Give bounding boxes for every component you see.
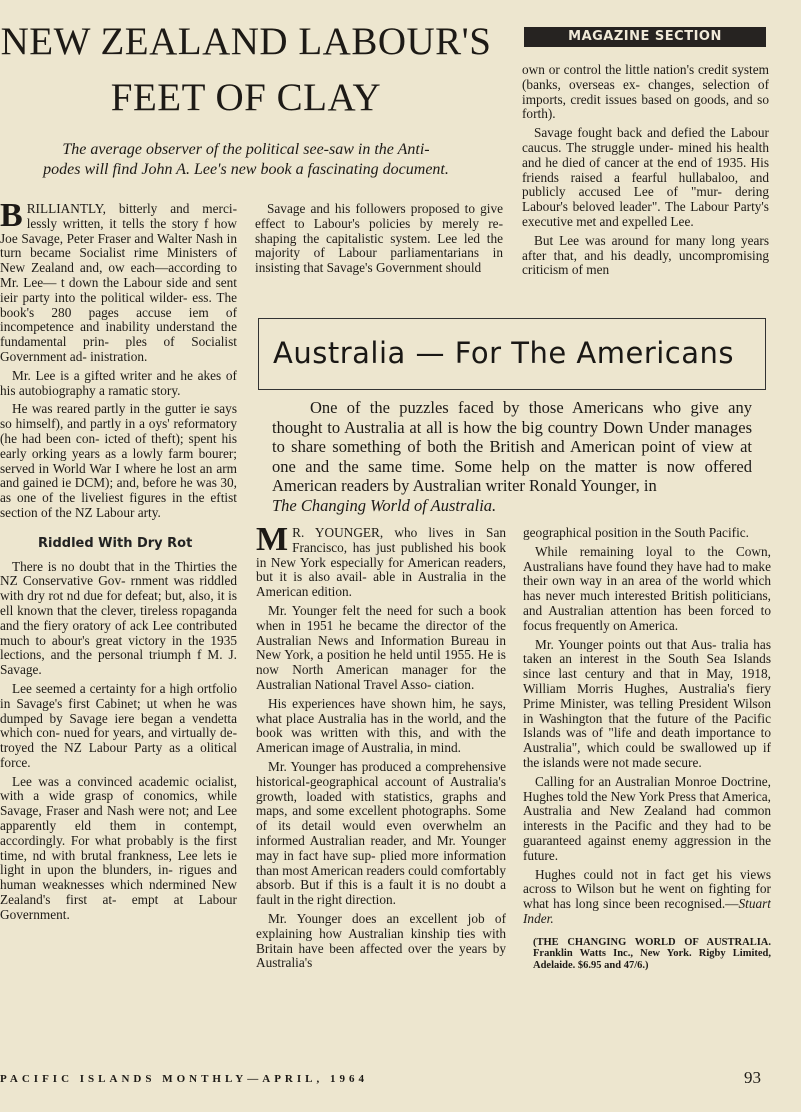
deck-line-2: podes will find John A. Lee's new book a fascinating document. xyxy=(43,161,449,178)
section-label: MAGAZINE SECTION xyxy=(524,27,766,47)
nz-paragraph: But Lee was around for many long years after that, and his deadly, uncompromising criticism of men xyxy=(522,232,769,278)
australia-standfirst: One of the puzzles faced by those Americans who give any thought to Australia at all is how the big country Down Under manages to share something of both the British and American point of view at one and the same time. Some help on the matter is now offered American readers by Australian writer Ronald Younger, in The Changing World of Australia. xyxy=(272,398,752,515)
aus-paragraph: While remaining loyal to the Cown, Australians have found they have had to make their own way in an area of the world which has never much interested British politicians, and Australian attention has been forced to focus frequently on America. xyxy=(523,543,771,633)
nz-paragraph: Savage fought back and defied the Labour caucus. The struggle under- mined his health and he died of cancer at the end of 1935. His friends raised a fearful hullabaloo, and publicly accused Lee of "mur- dering Labour's beloved leader". The Labour Party's executive met and expelled Lee. xyxy=(522,125,769,229)
nz-article-column-1 xyxy=(0,202,237,1044)
nz-paragraph: There is no doubt that in the Thirties the NZ Conservative Gov- rnment was riddled with dry rot nd due for defeat; but, also, it is ell known that the clever, tireless ropaganda and the fiery oratory of ack Lee contributed much to abour's great victory in the 1935 lections, and the personal triumph f M. J. Savage. xyxy=(0,558,237,678)
australia-title: Australia — For The Americans xyxy=(273,336,735,370)
nz-paragraph: Mr. Lee is a gifted writer and he akes of his autobiography a ramatic story. xyxy=(0,367,237,398)
aus-paragraph: Mr. Younger points out that Aus- tralia has taken an interest in the South Sea Islands since last century and that in May, 1918, William Morris Hughes, Australia's fiery Prime Minister, was telling President Wilson in Washington that the future of the Pacific Islands was of "life and death importance to Australia", which could be swallowed up if the islands were not made secure. xyxy=(523,636,771,770)
australia-column-b xyxy=(523,526,771,1046)
aus-lead-paragraph: M R. YOUNGER, who lives in San Francisco, has just published his book in New York especially for American readers, but it is also avail- able in Australia in the American edition. xyxy=(256,526,506,600)
byline: Stuart Inder. xyxy=(523,896,771,926)
aus-paragraph: Calling for an Australian Monroe Doctrine, Hughes told the New York Press that America, Australia and New Zealand had common interests in the Pacific and they had to be guaranteed against enemy aggression in the future. xyxy=(523,773,771,863)
drop-cap: B xyxy=(0,202,23,234)
deck-line-1: The average observer of the political see-saw in the Anti- xyxy=(62,141,430,158)
subhead: Riddled With Dry Rot xyxy=(38,535,193,551)
book-credit: (THE CHANGING WORLD OF AUSTRALIA. Franklin Watts Inc., New York. Rigby Limited, Adelaide. $6.95 and 47/6.) xyxy=(533,936,771,971)
aus-paragraph: His experiences have shown him, he says, what place Australia has in the world, and the book was written with this, and with the American image of Australia, in mind. xyxy=(256,695,506,756)
nz-lead-paragraph: BRILLIANTLY, bitterly and merci- lessly written, it tells the story f how Joe Savage, Peter Fraser and Walter Nash in turn became Socialist rime Ministers of New Zealand and, ow each—according to Mr. Lee— t down the Labour side and sent ieir party into the political wilder- ess. The book's 280 pages accuse iem of incompetence and inability understand the fundamental prin- ples of Socialist Government ad- inistration. xyxy=(0,202,237,364)
nz-article-column-2 xyxy=(255,202,503,297)
aus-paragraph: Mr. Younger felt the need for such a book when in 1951 he became the director of the Australian News and Information Bureau in New York, a position he held until 1955. He is now North American manager for the Australian National Travel Asso- ciation. xyxy=(256,602,506,692)
aus-paragraph: Mr. Younger does an excellent job of explaining how Australian kinship ties with Britain have been affected over the years by Australia's xyxy=(256,910,506,971)
nz-paragraph: He was reared partly in the gutter ie says so himself), and partly in a oys' reformatory (he had been con- icted of theft); spent his early orking years as a lowly farm bourer; served in World War I where he lost an arm and gained ie DCM); and, before he was 30, as one of the liveliest figures in the eftist section of the NZ Labour arty. xyxy=(0,401,237,520)
australia-column-a xyxy=(256,526,506,1046)
page-number: 93 xyxy=(744,1068,761,1087)
nz-paragraph: own or control the little nation's credit system (banks, overseas ex- changes, selection of imports, credit issues based on goods, and so forth). xyxy=(522,63,769,122)
footer-masthead: PACIFIC ISLANDS MONTHLY—APRIL, 1964 xyxy=(0,1073,368,1085)
aus-paragraph: Mr. Younger has produced a comprehensive historical-geographical account of Australia's growth, loaded with statistics, graphs and maps, and some excellent photographs. Some of its detail would even overwhelm an informed Australian reader, and Mr. Younger may in fact have sup- plied more information than most American readers could comfortably absorb. But if this is a fault it is no doubt a fault in the right direction. xyxy=(256,758,506,908)
headline-line-1: NEW ZEALAND LABOUR'S xyxy=(0,20,492,63)
nz-paragraph: Lee was a convinced academic ocialist, with a wide grasp of conomics, while Savage, Fraser and Nash were not; and Lee apparently eld them in contempt, accordingly. For what probably is the first time, nd with brutal frankness, Lee lets ie light in upon the blunders, in- rigues and human weaknesses which ndermined New Zealand's first at- empt at Labour Government. xyxy=(0,773,237,922)
aus-paragraph: geographical position in the South Pacific. xyxy=(523,526,750,540)
nz-paragraph: Lee seemed a certainty for a high ortfolio in Savage's first Cabinet; ut when he was dumped by Savage iere began a vendetta which con- nued for years, and virtually de- troyed the NZ Labour Party as a olitical force. xyxy=(0,680,237,770)
headline-line-2: FEET OF CLAY xyxy=(110,76,382,119)
book-title: The Changing World of Australia. xyxy=(272,495,497,515)
drop-cap: M xyxy=(256,526,289,558)
aus-paragraph: Hughes could not in fact get his views across to Wilson but he went on fighting for what has long since been recognised.—Stuart Inder. xyxy=(523,866,771,926)
deck xyxy=(0,140,492,180)
nz-article-column-3 xyxy=(522,63,769,293)
nz-paragraph: Savage and his followers proposed to give effect to Labour's policies by merely re-shaping the capitalistic system. Lee led the majority of Labour parliamentarians in insisting that Savage's Government should xyxy=(255,202,503,276)
